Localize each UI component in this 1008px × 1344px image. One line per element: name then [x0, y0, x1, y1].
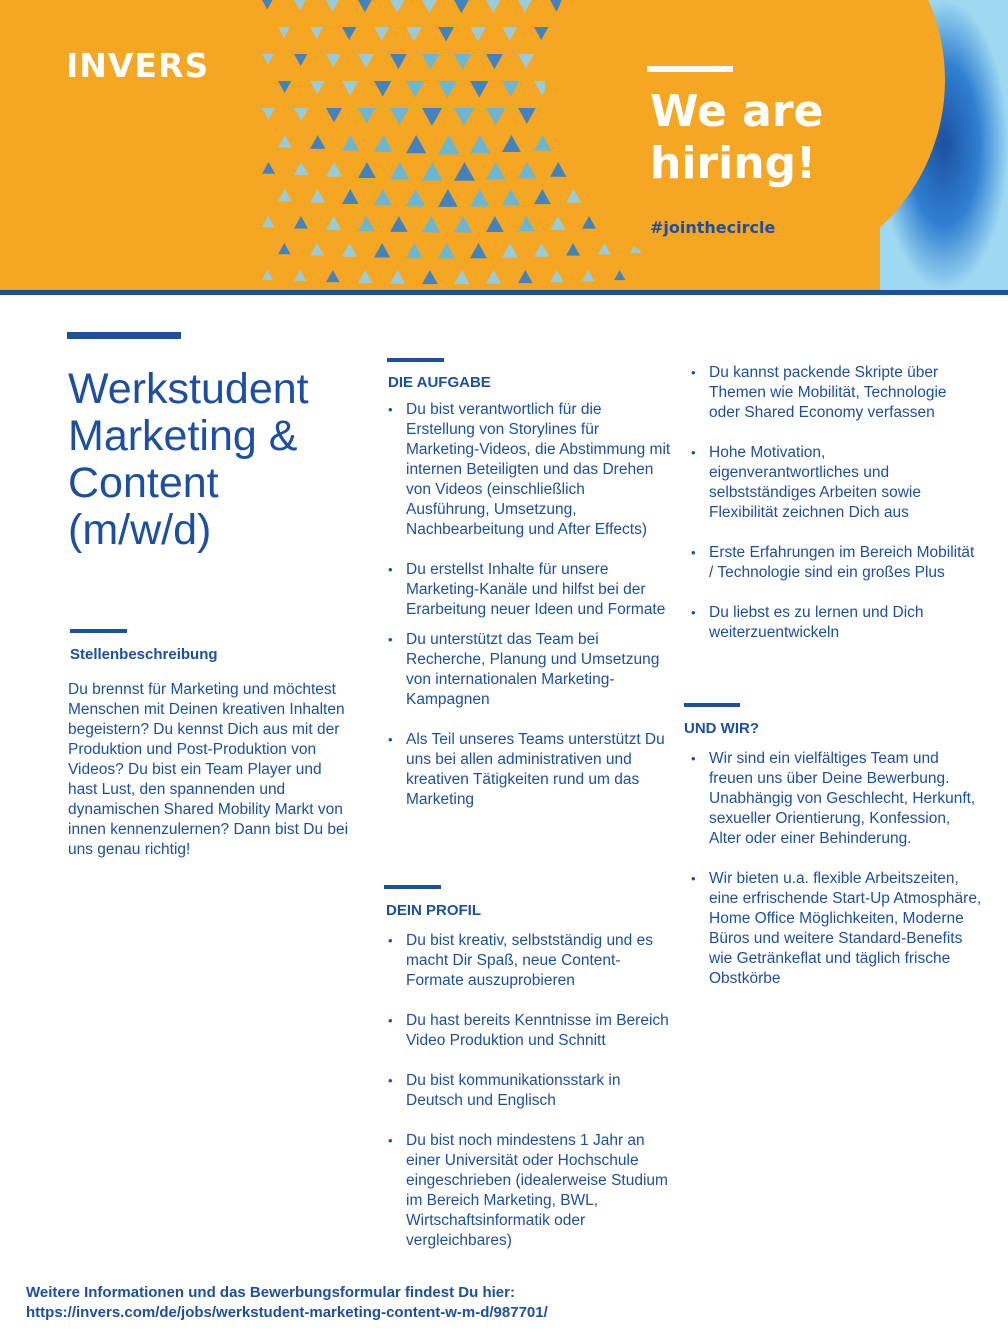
list-item: • Du bist noch mindestens 1 Jahr an einer Universität oder Hochschule eingeschrieben (idealerweise Studium im Bereich Marketing, BWL, Wirtschaftsinformatik oder vergleichbares): [386, 1131, 671, 1251]
pattern-triangle: [326, 162, 342, 177]
pattern-triangle: [262, 0, 273, 9]
pattern-triangle: [534, 135, 551, 151]
pattern-triangle: [518, 108, 536, 124]
pattern-triangle: [518, 270, 533, 283]
offer-list: [689, 749, 984, 989]
pattern-triangle: [486, 108, 505, 125]
pattern-triangle: [406, 189, 425, 206]
pattern-triangle: [358, 270, 373, 283]
pattern-triangle: [310, 243, 324, 255]
pattern-triangle: [486, 162, 506, 180]
pattern-triangle: [294, 54, 307, 66]
pattern-triangle: [470, 243, 487, 258]
list-item: • Hohe Motivation, eigenverantwortliches und selbstständiges Arbeiten sowie Flexibilität zeichnen Dich aus: [689, 443, 979, 523]
pattern-triangle: [358, 216, 375, 231]
pattern-triangle: [278, 27, 290, 38]
pattern-triangle: [582, 216, 596, 229]
pattern-triangle: [566, 243, 580, 256]
pattern-triangle: [454, 54, 471, 70]
list-item: • Du bist kreativ, selbstständig und es macht Dir Spaß, neue Content-Formate auszuprobieren: [386, 931, 671, 991]
tasks-heading: DIE AUFGABE: [388, 374, 491, 391]
list-item: • Du bist verantwortlich für die Erstellung von Storylines für Marketing-Videos, die Abstimmung mit internen Beteiligten und das Drehen von Videos (einschließlich Ausführung, Umsetzung, Nachbearbeitung und After Effects): [386, 400, 671, 540]
pattern-triangle: [438, 189, 458, 207]
pattern-triangle: [502, 243, 518, 258]
pattern-triangle: [294, 216, 308, 228]
pattern-triangle: [534, 27, 548, 40]
description-heading: Stellenbeschreibung: [70, 646, 218, 663]
pattern-triangle: [550, 216, 565, 230]
pattern-triangle: [422, 216, 440, 233]
pattern-triangle: [326, 0, 339, 11]
pattern-triangle: [390, 270, 405, 284]
job-title-line: Werkstudent: [68, 365, 309, 413]
list-item: • Wir sind ein vielfältiges Team und freuen uns über Deine Bewerbung. Unabhängig von Geschlecht, Herkunft, sexueller Orientierung, Konfession, Alter oder einer Behinderung.: [689, 749, 984, 849]
list-item: • Als Teil unseres Teams unterstützt Du uns bei allen administrativen und kreativen Tätigkeiten rund um das Marketing: [386, 730, 671, 810]
hashtag: #jointhecircle: [650, 218, 776, 237]
pattern-triangle: [470, 135, 490, 153]
pattern-triangle: [438, 81, 457, 98]
pattern-triangle: [262, 108, 275, 120]
pattern-triangle: [342, 81, 358, 96]
pattern-triangle: [614, 270, 625, 280]
pattern-triangle: [374, 27, 389, 41]
profile-heading: DEIN PROFIL: [386, 902, 482, 919]
pattern-triangle: [518, 162, 536, 178]
pattern-triangle: [358, 0, 372, 12]
job-title-line: (m/w/d): [68, 506, 212, 554]
pattern-triangle: [390, 216, 408, 232]
pattern-triangle: [518, 0, 532, 12]
description-accent-bar: [70, 629, 127, 633]
pattern-triangle: [502, 27, 517, 41]
pattern-triangle: [486, 0, 500, 13]
pattern-triangle: [502, 81, 520, 97]
pattern-triangle: [582, 270, 595, 281]
job-title: [68, 366, 358, 554]
pattern-triangle: [390, 54, 407, 69]
application-link[interactable]: https://invers.com/de/jobs/werkstudent-marketing-content-w-m-d/987701/: [26, 1304, 548, 1321]
pattern-triangle: [294, 162, 309, 175]
pattern-triangle: [326, 108, 342, 122]
pattern-triangle: [550, 270, 564, 282]
pattern-triangle: [470, 81, 488, 98]
pattern-triangle: [294, 108, 308, 121]
list-item: • Du kannst packende Skripte über Themen wie Mobilität, Technologie oder Shared Economy verfassen: [689, 363, 979, 423]
pattern-triangle: [518, 216, 535, 231]
banner-divider: [0, 290, 1008, 295]
header-banner: [0, 0, 1008, 290]
list-item: • Du liebst es zu lernen und Dich weiterzuentwickeln: [689, 603, 979, 643]
pattern-triangle: [438, 243, 455, 258]
pattern-triangle: [262, 270, 273, 280]
list-item: • Du erstellst Inhalte für unsere Marketing-Kanäle und hilfst bei der Erarbeitung neuer Ideen und Formate: [386, 560, 671, 620]
profile-accent-bar: [384, 885, 441, 889]
pattern-triangle: [326, 216, 341, 230]
job-title-line: Content: [68, 459, 219, 507]
list-item: • Wir bieten u.a. flexible Arbeitszeiten, eine erfrischende Start-Up Atmosphäre, Home Office Möglichkeiten, Moderne Büros und weitere Standard-Benefits wie Getränkeflat und täglich frische Obstkörbe: [689, 869, 984, 989]
pattern-triangle: [406, 135, 426, 153]
pattern-triangle: [358, 108, 376, 124]
pattern-triangle: [310, 135, 325, 149]
pattern-triangle: [342, 135, 359, 150]
pattern-triangle: [374, 189, 392, 205]
pattern-triangle: [534, 189, 551, 204]
tasks-accent-bar: [387, 358, 444, 362]
headline-line-2: hiring!: [650, 138, 817, 189]
pattern-triangle: [342, 243, 357, 257]
pattern-triangle: [422, 162, 443, 181]
pattern-triangle: [278, 135, 292, 147]
pattern-triangle: [278, 81, 291, 93]
pattern-triangle: [470, 27, 486, 41]
offer-accent-bar: [684, 703, 740, 707]
pattern-triangle: [454, 108, 474, 126]
pattern-triangle: [310, 27, 323, 39]
pattern-triangle: [502, 189, 520, 205]
profile-list: [386, 931, 671, 1251]
pattern-triangle: [358, 54, 374, 68]
pattern-triangle: [454, 0, 469, 13]
pattern-triangle: [278, 189, 292, 201]
footer-info: Weitere Informationen und das Bewerbungsformular findest Du hier:: [26, 1284, 515, 1301]
pattern-triangle: [486, 54, 503, 69]
invers-logo: INVERS: [66, 46, 210, 85]
list-item: • Du hast bereits Kenntnisse im Bereich Video Produktion und Schnitt: [386, 1011, 671, 1051]
pattern-triangle: [422, 270, 438, 284]
pattern-triangle: [374, 81, 391, 97]
pattern-triangle: [326, 54, 341, 67]
pattern-triangle: [342, 27, 356, 40]
pattern-triangle: [342, 189, 359, 204]
pattern-triangle: [390, 108, 409, 125]
pattern-triangle: [438, 27, 454, 41]
pattern-triangle: [454, 270, 470, 284]
pattern-triangle: [438, 135, 459, 154]
description-text: Du brennst für Marketing und möchtest Menschen mit Deinen kreativen Inhalten begeistern? Du kennst Dich aus mit der Produktion und Post-Produktion von Videos? Du bist ein Team Player und hast Lust, den spannenden und dynamischen Shared Mobility Markt von innen kennenzulernen? Dann bist Du bei uns genau richtig!: [68, 681, 349, 858]
list-item: • Du unterstützt das Team bei Recherche, Planung und Umsetzung von internationalen Marketing-Kampagnen: [386, 630, 671, 710]
job-title-line: Marketing &: [68, 412, 298, 460]
pattern-triangle: [598, 243, 611, 254]
pattern-triangle: [502, 135, 521, 152]
pattern-triangle: [262, 162, 275, 174]
pattern-triangle: [454, 216, 472, 233]
pattern-triangle: [454, 162, 475, 181]
pattern-triangle: [518, 54, 534, 68]
headline-line-1: We are: [650, 86, 824, 137]
pattern-triangle: [326, 270, 340, 282]
tasks-list: [386, 400, 671, 810]
pattern-triangle: [374, 243, 390, 257]
pattern-triangle: [406, 81, 424, 98]
title-accent-bar: [67, 332, 181, 339]
pattern-triangle: [294, 0, 306, 11]
pattern-triangle: [470, 189, 489, 206]
pattern-triangle: [422, 108, 442, 126]
pattern-triangle: [310, 189, 325, 203]
pattern-triangle: [294, 270, 306, 281]
pattern-triangle: [374, 135, 393, 152]
pattern-triangle: [262, 54, 274, 65]
pattern-triangle: [486, 216, 504, 232]
pattern-triangle: [390, 162, 409, 179]
pattern-triangle: [422, 0, 437, 13]
pattern-triangle: [406, 243, 423, 258]
pattern-triangle: [278, 243, 291, 254]
pattern-triangle: [390, 0, 404, 13]
pattern-triangle: [422, 54, 439, 70]
headline-bar: [647, 66, 733, 72]
pattern-triangle: [358, 162, 376, 178]
pattern-triangle: [534, 243, 549, 257]
list-item: • Du bist kommunikationsstark in Deutsch und Englisch: [386, 1071, 671, 1111]
pattern-triangle: [310, 81, 325, 94]
pattern-triangle: [406, 27, 422, 41]
list-item: • Erste Erfahrungen im Bereich Mobilität / Technologie sind ein großes Plus: [689, 543, 979, 583]
offer-heading: UND WIR?: [684, 720, 759, 737]
pattern-triangle: [262, 216, 274, 227]
pattern-triangle: [486, 270, 501, 284]
profile-list-continued: [689, 363, 979, 643]
